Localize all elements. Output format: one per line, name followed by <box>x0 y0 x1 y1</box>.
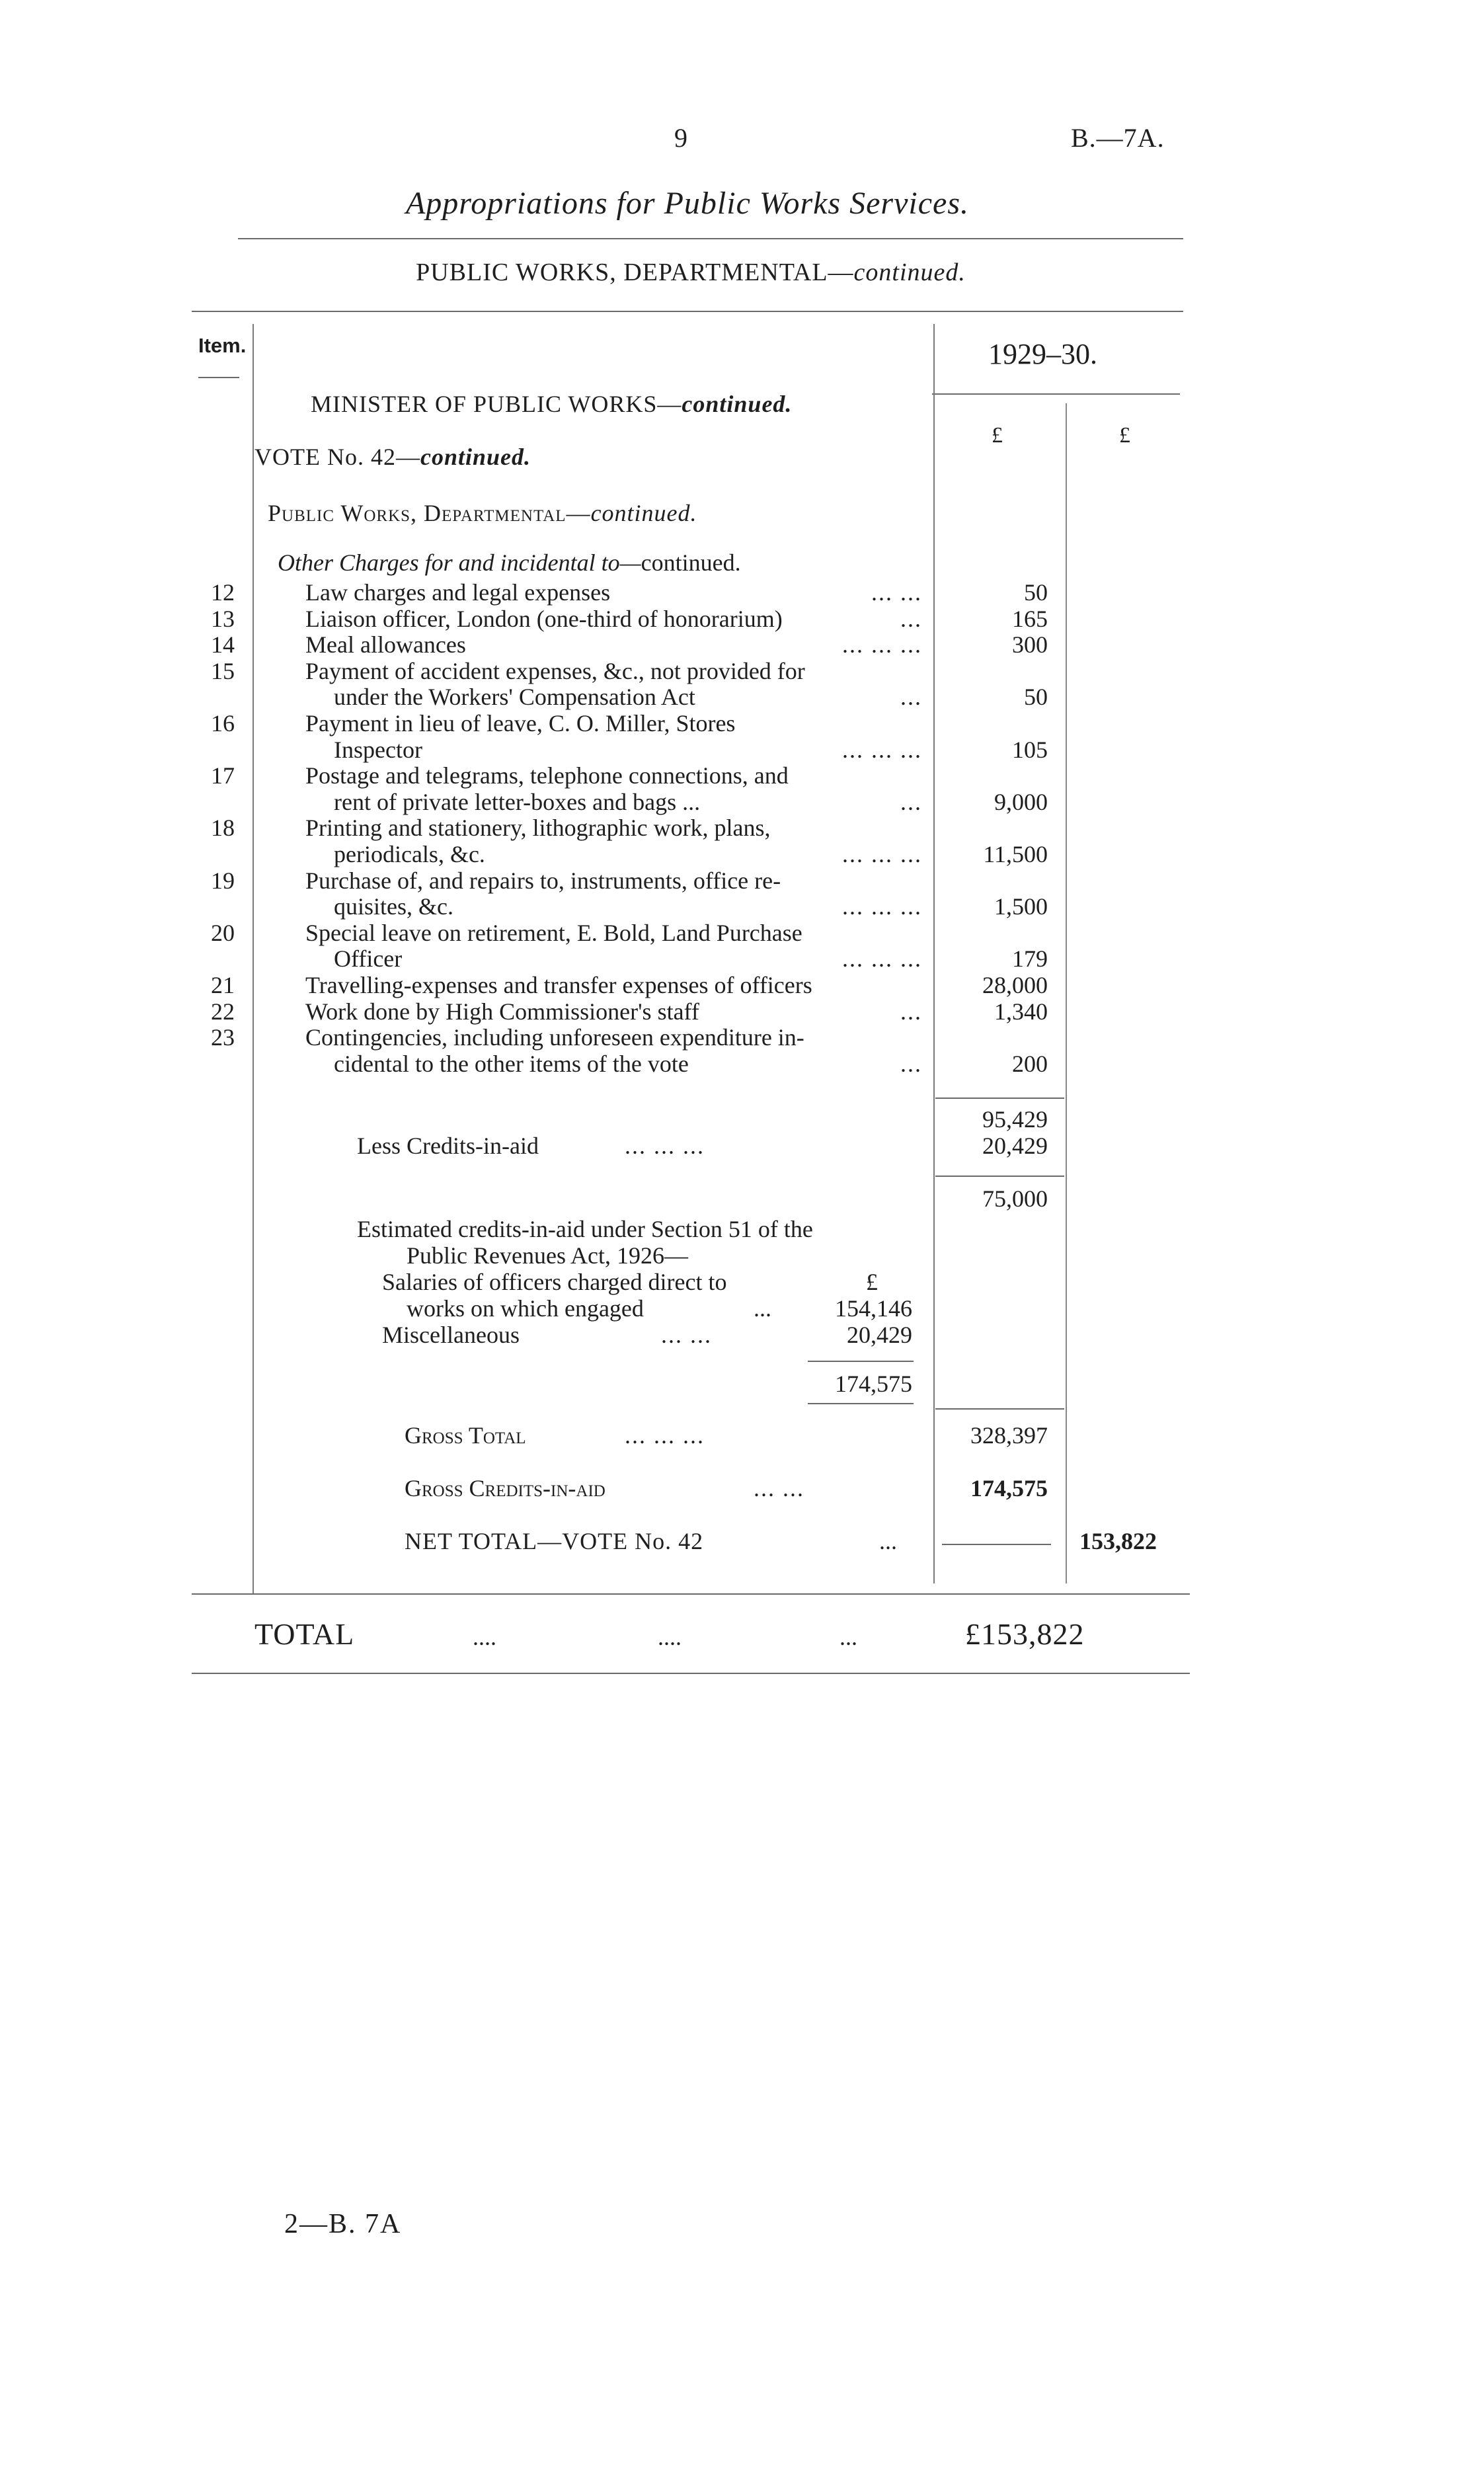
subtitle-continued: continued. <box>853 259 966 286</box>
minister-heading-main: MINISTER OF PUBLIC WORKS— <box>311 391 682 417</box>
year-column-header: 1929–30. <box>988 338 1097 370</box>
item-amount: 300 <box>1012 631 1048 659</box>
gross-credits-label: Gross Credits-in-aid <box>405 1475 605 1501</box>
item-number: 15 <box>211 657 235 684</box>
item-amount: 165 <box>1012 605 1048 632</box>
item-description-line: Travelling-expenses and transfer expenses of officers <box>305 972 812 998</box>
item-leader-dots: ... ... ... <box>842 841 922 867</box>
item-amount: 50 <box>1024 684 1048 711</box>
credits-pound-sign: £ <box>866 1269 878 1295</box>
net-rule <box>935 1176 1064 1177</box>
item-leader-dots: ... ... ... <box>842 631 922 659</box>
item-leader-dots: ... <box>900 998 922 1025</box>
item-description-line: under the Workers' Compensation Act <box>334 684 695 711</box>
item-amount: 11,500 <box>983 841 1048 867</box>
subtotal-amount: 95,429 <box>982 1106 1048 1133</box>
item-amount: 9,000 <box>994 788 1048 815</box>
footer-code: 2—B. 7A <box>284 2209 402 2239</box>
grand-total-dots-3: ... <box>840 1624 857 1650</box>
document-reference: B.—7A. <box>1071 123 1165 153</box>
less-credits-dots: ... ... ... <box>625 1133 705 1159</box>
item-amount: 179 <box>1012 945 1048 973</box>
col2-unit: £ <box>1119 423 1130 448</box>
year-header-rule <box>932 393 1180 395</box>
charges-heading <box>278 549 741 577</box>
gross-total-dots: ... ... ... <box>625 1422 705 1449</box>
salaries-dots: ... <box>754 1295 771 1322</box>
item-amount: 200 <box>1012 1050 1048 1077</box>
item-description-line: Special leave on retirement, E. Bold, Land Purchase <box>305 919 802 946</box>
item-description-line: Law charges and legal expenses <box>305 579 611 606</box>
estimated-line-1: Estimated credits-in-aid under Section 51 of the <box>357 1216 813 1242</box>
item-description-line: Officer <box>334 945 403 973</box>
grand-total-bottom-rule <box>192 1673 1190 1674</box>
item-description-line: Printing and stationery, lithographic work, plans, <box>305 815 771 842</box>
gross-total-amount: 328,397 <box>970 1422 1048 1449</box>
item-amount: 50 <box>1024 579 1048 606</box>
item-divider-rule <box>253 324 254 1593</box>
item-number: 20 <box>211 919 235 946</box>
credits-total-rule <box>808 1361 914 1362</box>
item-amount: 105 <box>1012 736 1048 763</box>
item-description-line: Purchase of, and repairs to, instruments, office re- <box>305 867 781 894</box>
item-number: 17 <box>211 762 235 789</box>
item-amount: 1,340 <box>994 998 1048 1025</box>
grand-total-dots-1: .... <box>473 1624 496 1650</box>
item-amount: 28,000 <box>982 972 1048 998</box>
subtotal-rule <box>935 1098 1064 1099</box>
net-total-label: NET TOTAL—VOTE No. 42 <box>405 1528 704 1554</box>
title-rule <box>238 238 1183 239</box>
item-leader-dots: ... ... <box>871 579 922 606</box>
page-number: 9 <box>674 123 687 153</box>
net-total-dots: ... <box>879 1528 897 1554</box>
grand-total-dots-2: .... <box>658 1624 682 1650</box>
less-credits-amount: 20,429 <box>982 1133 1048 1159</box>
charges-heading-cont: continued. <box>641 549 741 576</box>
item-number: 18 <box>211 815 235 842</box>
misc-amount: 20,429 <box>847 1322 912 1348</box>
misc-dots: ... ... <box>661 1322 712 1348</box>
item-description-line: Inspector <box>334 736 422 763</box>
net-amount: 75,000 <box>982 1185 1048 1212</box>
grand-total-top-rule <box>192 1593 1190 1595</box>
page-subtitle <box>0 258 1382 287</box>
gross-credits-dots: ... ... <box>754 1475 804 1501</box>
amount-middle-rule <box>1066 403 1067 1583</box>
item-description-line: rent of private letter-boxes and bags ... <box>334 788 701 815</box>
minister-heading-cont: continued. <box>682 391 793 417</box>
gross-total-label: Gross Total <box>405 1422 526 1449</box>
minister-heading <box>311 390 792 418</box>
item-leader-dots: ... ... ... <box>842 945 922 973</box>
item-leader-dots: ... <box>900 605 922 632</box>
net-total-dash <box>942 1544 1051 1545</box>
item-number: 12 <box>211 579 235 606</box>
item-number: 21 <box>211 972 235 998</box>
item-description-line: Work done by High Commissioner's staff <box>305 998 699 1025</box>
item-header-rule <box>198 377 239 378</box>
item-number: 16 <box>211 710 235 737</box>
subtitle-main: PUBLIC WORKS, DEPARTMENTAL— <box>416 259 854 286</box>
vote-heading-cont: continued. <box>420 444 531 470</box>
net-total-amount: 153,822 <box>1079 1528 1157 1554</box>
item-leader-dots: ... ... ... <box>842 736 922 763</box>
salaries-amount: 154,146 <box>835 1295 912 1322</box>
credits-total-amount: 174,575 <box>835 1371 912 1397</box>
gross-total-rule <box>935 1408 1064 1410</box>
item-description-line: Meal allowances <box>305 631 466 659</box>
item-description-line: Payment in lieu of leave, C. O. Miller, Stores <box>305 710 736 737</box>
item-description-line: quisites, &c. <box>334 893 453 920</box>
item-number: 23 <box>211 1024 235 1051</box>
grand-total-label: TOTAL <box>254 1617 355 1651</box>
amount-left-rule <box>933 324 935 1583</box>
item-leader-dots: ... <box>900 1050 922 1077</box>
less-credits-label: Less Credits-in-aid <box>357 1133 539 1159</box>
item-leader-dots: ... <box>900 684 922 711</box>
item-number: 13 <box>211 605 235 632</box>
grand-total-amount: £153,822 <box>965 1617 1085 1651</box>
item-leader-dots: ... <box>900 788 922 815</box>
salaries-line-1: Salaries of officers charged direct to <box>382 1269 727 1295</box>
table-top-rule <box>192 311 1183 312</box>
item-description-line: Payment of accident expenses, &c., not provided for <box>305 657 805 684</box>
item-number: 19 <box>211 867 235 894</box>
misc-label: Miscellaneous <box>382 1322 520 1348</box>
item-description-line: periodicals, &c. <box>334 841 485 867</box>
item-description-line: Liaison officer, London (one-third of honorarium) <box>305 605 783 632</box>
dept-heading <box>268 499 697 527</box>
item-description-line: Postage and telegrams, telephone connections, and <box>305 762 789 789</box>
item-number: 22 <box>211 998 235 1025</box>
col1-unit: £ <box>992 423 1003 448</box>
gross-credits-amount: 174,575 <box>970 1475 1048 1501</box>
item-column-header: Item. <box>198 334 247 357</box>
estimated-line-2: Public Revenues Act, 1926— <box>407 1242 688 1269</box>
dept-heading-cont: continued. <box>590 500 697 526</box>
vote-heading <box>254 443 531 471</box>
item-leader-dots: ... ... ... <box>842 893 922 920</box>
item-description-line: cidental to the other items of the vote <box>334 1050 689 1077</box>
charges-heading-italic: Other Charges for and incidental to— <box>278 549 641 576</box>
vote-heading-main: VOTE No. 42— <box>254 444 420 470</box>
item-description-line: Contingencies, including unforeseen expenditure in- <box>305 1024 804 1051</box>
credits-total-bottom-rule <box>808 1403 914 1404</box>
salaries-line-2: works on which engaged <box>407 1295 644 1322</box>
item-amount: 1,500 <box>994 893 1048 920</box>
item-number: 14 <box>211 631 235 659</box>
page-title: Appropriations for Public Works Services. <box>405 186 970 221</box>
dept-heading-main: Public Works, Departmental— <box>268 500 591 526</box>
